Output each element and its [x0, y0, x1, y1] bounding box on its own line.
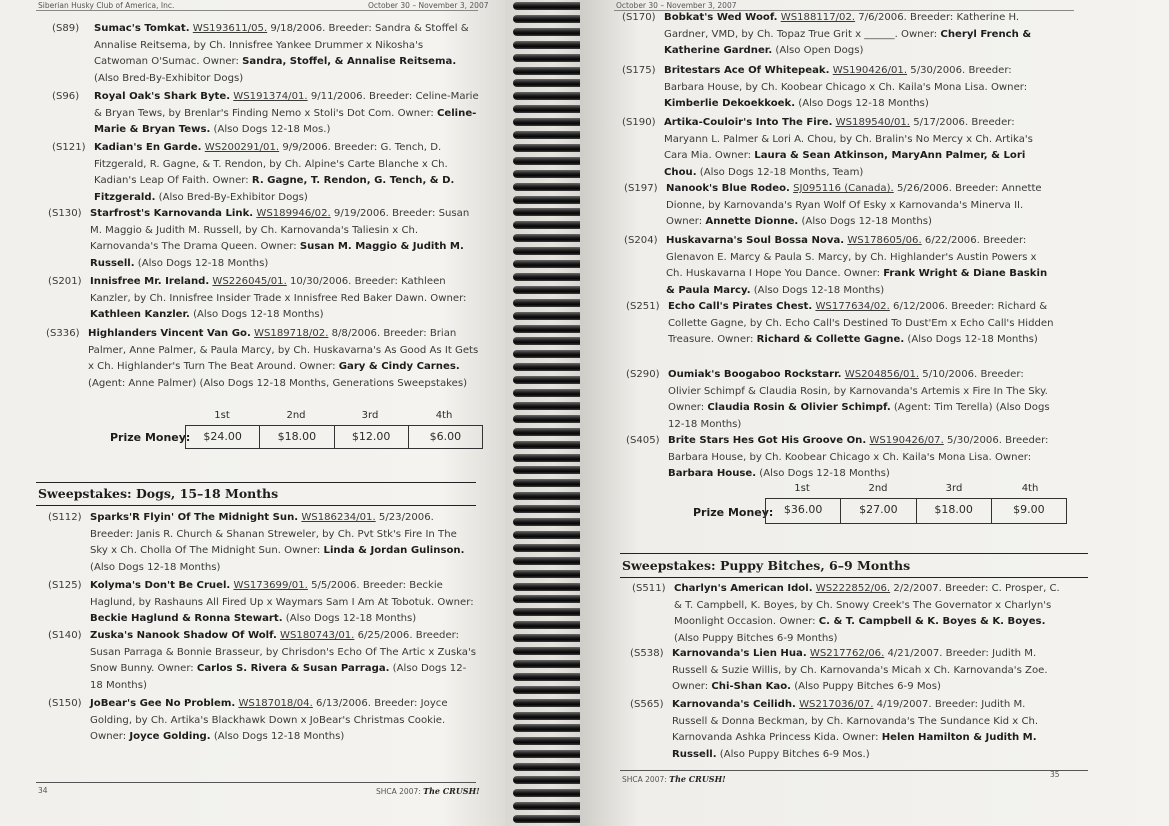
entry-number: (S170): [622, 12, 656, 23]
entry-text: [90, 510, 476, 576]
entry-number: (S538): [630, 648, 664, 659]
left-footer-title: The CRUSH!: [423, 786, 480, 796]
entry-text: [664, 115, 1054, 181]
registration-number: WS204856/01.: [844, 369, 920, 380]
entry-number: (S204): [624, 235, 658, 246]
entry-text: [88, 326, 480, 392]
left-place-2: 2nd: [286, 410, 306, 421]
left-footer-text: SHCA 2007:: [376, 787, 421, 796]
registration-number: WS200291/01.: [204, 142, 280, 153]
dog-name: Huskavarna's Soul Bossa Nova.: [666, 235, 845, 246]
dog-name: Innisfree Mr. Ireland.: [90, 276, 210, 287]
left-prize-label: Prize Money:: [110, 431, 191, 444]
entry-classes: (Also Dogs 12-18 Months): [756, 468, 890, 479]
registration-number: WS188117/02.: [780, 12, 856, 23]
left-place-3: 3rd: [361, 410, 379, 421]
registration-number: WS222852/06.: [815, 583, 891, 594]
right-page: [580, 0, 1169, 826]
right-section-title: Sweepstakes: Puppy Bitches, 6–9 Months: [622, 558, 911, 573]
entry-details: 4/21/2007. Breeder: Judith M. Russell & Suzie Willis, by Ch. Karnovanda's Micah x Ch. Karnovanda's Zoe. Owner:: [672, 648, 1048, 692]
entry-details: 6/25/2006. Breeder: Susan Parraga & Bonnie Brasseur, by Chrisdon's Echo Of The Artic x Zuska's Snow Bunny. Owner:: [90, 630, 477, 674]
right-prize-table: [765, 498, 1067, 524]
owner-name: Helen Hamilton & Judith M. Russell.: [672, 732, 1037, 760]
entry-text: [668, 433, 1056, 483]
right-footer-title: The CRUSH!: [669, 774, 726, 784]
entry-number: (S511): [632, 583, 666, 594]
entry-details: 9/9/2006. Breeder: G. Tench, D. Fitzgerald, R. Gagne, & T. Rendon, by Ch. Alpine's Carte Blanche x Ch. Kadian's Leap Of Faith. Owner:: [94, 142, 448, 186]
entry-classes: (Also Dogs 12-18 Months): [904, 334, 1038, 345]
right-prize-1st: $36.00: [783, 503, 823, 516]
left-page: [0, 0, 520, 826]
right-prize-3rd: $18.00: [916, 499, 991, 523]
registration-number: WS190426/07.: [869, 435, 944, 446]
entry-details: 5/30/2006. Breeder: Barbara House, by Ch. Koobear Chicago x Ch. Kaila's Mona Lisa. Owner:: [664, 65, 1028, 93]
owner-name: R. Gagne, T. Rendon, G. Tench, & D. Fitzgerald.: [94, 175, 455, 203]
entry-number: (S290): [626, 369, 660, 380]
owner-name: Kimberlie Dekoekkoek.: [664, 98, 796, 109]
entry-classes: (Also Dogs 12-18 Months): [90, 561, 221, 573]
entry-details: 8/8/2006. Breeder: Brian Palmer, Anne Palmer, & Paula Marcy, by Ch. Huskavarna's As Good As It Gets x Ch. Highlander's Turn The Beat Around. Owner:: [88, 328, 479, 372]
right-prize-label: Prize Money:: [693, 506, 774, 519]
left-section-title: Sweepstakes: Dogs, 15–18 Months: [38, 486, 279, 501]
entry-number: (S251): [626, 301, 660, 312]
entry-details: 10/30/2006. Breeder: Kathleen Kanzler, by Ch. Innisfree Insider Trade x Innisfree Red Baker Dawn. Owner:: [90, 276, 467, 304]
owner-name: Chi-Shan Kao.: [711, 681, 792, 692]
entry-details: 6/13/2006. Breeder: Joyce Golding, by Ch. Artika's Blackhawk Down x JoBear's Christmas Cookie. Owner:: [90, 698, 448, 742]
entry-text: [674, 581, 1062, 647]
registration-number: WS189718/02.: [254, 328, 329, 339]
entry-classes: (Also Dogs 12-18 Months): [90, 663, 467, 691]
dog-name: Bobkat's Wed Woof.: [664, 12, 778, 23]
entry-classes: (Agent: Tim Terella) (Also Dogs 12-18 Months): [668, 402, 1050, 430]
right-place-1: 1st: [794, 483, 810, 494]
registration-number: SJ095116 (Canada).: [793, 183, 894, 194]
dog-name: Brite Stars Hes Got His Groove On.: [668, 435, 867, 446]
entry-classes: (Also Open Dogs): [772, 45, 864, 56]
entry-classes: (Also Dogs 12-18 Mos.): [210, 124, 331, 135]
entry-text: [666, 181, 1054, 231]
entry-classes: (Also Dogs 12-18 Months): [798, 216, 932, 227]
dog-name: Kolyma's Don't Be Cruel.: [90, 580, 231, 591]
registration-number: WS217762/06.: [809, 648, 885, 659]
owner-name: Frank Wright & Diane Baskin & Paula Marcy.: [666, 268, 1048, 296]
left-header-club: Siberian Husky Club of America, Inc.: [38, 1, 175, 10]
entry-text: [666, 233, 1054, 299]
dog-name: Oumiak's Boogaboo Rockstarr.: [668, 369, 842, 380]
owner-name: Susan M. Maggio & Judith M. Russell.: [90, 241, 464, 269]
owner-name: C. & T. Campbell & K. Boyes & K. Boyes.: [818, 616, 1046, 627]
owner-name: Gary & Cindy Carnes.: [338, 361, 460, 372]
left-prize-3rd: $12.00: [334, 426, 408, 448]
owner-name: Cheryl French & Katherine Gardner.: [664, 28, 1032, 56]
entry-text: [94, 21, 480, 87]
left-prize-2nd: $18.00: [259, 426, 333, 448]
entry-text: [90, 628, 476, 694]
entry-details: 5/10/2006. Breeder: Olivier Schimpf & Claudia Rosin, by Karnovanda's Artemis x Fire In The Sky. Owner:: [668, 369, 1048, 413]
entry-number: (S150): [48, 698, 82, 709]
dog-name: Artika-Couloir's Into The Fire.: [664, 117, 833, 128]
entry-text: [668, 367, 1056, 433]
dog-name: Sparks'R Flyin' Of The Midnight Sun.: [90, 512, 299, 523]
right-header-dates: October 30 – November 3, 2007: [616, 1, 737, 10]
entry-details: 6/12/2006. Breeder: Richard & Collette Gagne, by Ch. Echo Call's Destined To Dust'Em x Echo Call's Hidden Treasure. Owner:: [668, 301, 1054, 345]
entry-number: (S121): [52, 142, 86, 153]
dog-name: Karnovanda's Ceilidh.: [672, 699, 796, 710]
owner-name: Sandra, Stoffel, & Annalise Reitsema.: [242, 56, 457, 67]
right-place-4: 4th: [1021, 483, 1039, 494]
entry-number: (S190): [622, 117, 656, 128]
left-header-rule: [36, 10, 478, 11]
left-prize-4th: $6.00: [408, 426, 482, 448]
left-page-number: 34: [38, 786, 48, 795]
right-section-top-rule: [620, 553, 1088, 554]
entry-text: [664, 10, 1054, 60]
entry-classes: (Also Bred-By-Exhibitor Dogs): [155, 191, 308, 203]
right-footer: [622, 774, 726, 784]
owner-name: Beckie Haglund & Ronna Stewart.: [90, 613, 283, 624]
owner-name: Barbara House.: [668, 468, 757, 479]
entry-number: (S201): [48, 276, 82, 287]
registration-number: WS189946/02.: [256, 208, 331, 219]
registration-number: WS193611/05.: [192, 23, 268, 34]
entry-details: 4/19/2007. Breeder: Judith M. Russell & Donna Beckman, by Ch. Karnovanda's The Sundance Kid x Ch. Karnovanda Ashka Princess Kida. Owner:: [672, 699, 1039, 743]
entry-text: [94, 89, 480, 139]
owner-name: Carlos S. Rivera & Susan Parraga.: [196, 663, 390, 674]
dog-name: Zuska's Nanook Shadow Of Wolf.: [90, 630, 277, 641]
registration-number: WS189540/01.: [835, 117, 911, 128]
entry-text: [90, 696, 476, 746]
owner-name: Richard & Collette Gagne.: [756, 334, 905, 345]
dog-name: JoBear's Gee No Problem.: [90, 698, 236, 709]
right-prize-2nd: $27.00: [840, 499, 915, 523]
dog-name: Nanook's Blue Rodeo.: [666, 183, 790, 194]
entry-number: (S125): [48, 580, 82, 591]
entry-text: [90, 578, 476, 628]
left-header-dates: October 30 – November 3, 2007: [368, 1, 489, 10]
entry-classes: (Also Puppy Bitches 6-9 Months): [674, 632, 838, 644]
entry-number: (S140): [48, 630, 82, 641]
dog-name: Royal Oak's Shark Byte.: [94, 91, 231, 102]
left-footer: [376, 786, 480, 796]
right-place-3: 3rd: [945, 483, 963, 494]
left-footer-rule: [36, 782, 476, 783]
registration-number: WS191374/01.: [233, 91, 308, 102]
dog-name: Highlanders Vincent Van Go.: [88, 328, 251, 339]
entry-number: (S96): [52, 91, 80, 102]
entry-text: [90, 274, 480, 324]
left-section-top-rule: [36, 482, 476, 483]
entry-details: 2/2/2007. Breeder: C. Prosper, C. & T. Campbell, K. Boyes, by Ch. Snowy Creek's The Governator x Charlyn's Moonlight Occasion. Owner:: [674, 583, 1060, 627]
left-prize-table: [185, 425, 483, 449]
dog-name: Starfrost's Karnovanda Link.: [90, 208, 254, 219]
dog-name: Britestars Ace Of Whitepeak.: [664, 65, 830, 76]
registration-number: WS190426/01.: [832, 65, 908, 76]
entry-text: [672, 646, 1062, 696]
entry-number: (S565): [630, 699, 664, 710]
entry-classes: (Also Dogs 12-18 Months): [795, 98, 929, 109]
entry-details: 5/30/2006. Breeder: Barbara House, by Ch. Koobear Chicago x Ch. Kaila's Mona Lisa. Owner:: [668, 435, 1049, 463]
dog-name: Sumac's Tomkat.: [94, 23, 190, 34]
entry-classes: (Also Bred-By-Exhibitor Dogs): [94, 72, 244, 84]
owner-name: Celine-Marie & Bryan Tews.: [94, 107, 477, 135]
right-section-bottom-rule: [620, 577, 1088, 578]
registration-number: WS226045/01.: [212, 276, 287, 287]
right-footer-text: SHCA 2007:: [622, 775, 667, 784]
left-section-bottom-rule: [36, 505, 476, 506]
owner-name: Kathleen Kanzler.: [90, 309, 190, 320]
entry-number: (S197): [624, 183, 658, 194]
entry-classes: (Also Dogs 12-18 Months, Team): [696, 166, 864, 178]
owner-name: Annette Dionne.: [705, 216, 799, 227]
entry-classes: (Also Puppy Bitches 6-9 Mos.): [716, 748, 870, 760]
registration-number: WS173699/01.: [233, 580, 308, 591]
entry-classes: (Agent: Anne Palmer) (Also Dogs 12-18 Months, Generations Sweepstakes): [88, 377, 468, 389]
registration-number: WS217036/07.: [799, 699, 874, 710]
entry-classes: (Also Dogs 12-18 Months): [189, 309, 324, 320]
left-place-1: 1st: [214, 410, 230, 421]
dog-name: Karnovanda's Lien Hua.: [672, 648, 807, 659]
entry-number: (S89): [52, 23, 80, 34]
entry-classes: (Also Dogs 12-18 Months): [210, 731, 345, 742]
entry-classes: (Also Dogs 12-18 Months): [134, 257, 269, 269]
owner-name: Linda & Jordan Gulinson.: [323, 545, 465, 556]
entry-details: 5/17/2006. Breeder: Maryann L. Palmer & Lori A. Chou, by Ch. Bralin's No Mercy x Ch. Artika's Cara Mia. Owner:: [664, 117, 1033, 161]
entry-classes: (Also Puppy Bitches 6-9 Mos): [791, 681, 941, 692]
entry-details: 7/6/2006. Breeder: Katherine H. Gardner, VMD, by Ch. Topaz True Grit x ______. Owner:: [664, 12, 1020, 40]
registration-number: WS180743/01.: [280, 630, 355, 641]
entry-details: 6/22/2006. Breeder: Glenavon E. Marcy & Paula S. Marcy, by Ch. Highlander's Austin Powers x Ch. Huskavarna I Hope You Dance. Owner:: [666, 235, 1037, 279]
entry-details: 5/5/2006. Breeder: Beckie Haglund, by Rashauns All Fired Up x Waymars Sam I Am At Tobotuk. Owner:: [90, 580, 474, 608]
entry-text: [90, 206, 480, 272]
dog-name: Kadian's En Garde.: [94, 142, 202, 153]
owner-name: Laura & Sean Atkinson, MaryAnn Palmer, & Lori Chou.: [664, 150, 1026, 178]
right-prize-4th: $9.00: [991, 499, 1066, 523]
owner-name: Claudia Rosin & Olivier Schimpf.: [707, 402, 891, 413]
entry-details: 5/23/2006. Breeder: Janis R. Church & Shanan Streweler, by Ch. Pvt Stk's Fire In The Sky x Ch. Cholla Of The Midnight Sun. Owner:: [90, 512, 457, 556]
dog-name: Echo Call's Pirates Chest.: [668, 301, 813, 312]
left-place-4: 4th: [435, 410, 453, 421]
entry-text: [668, 299, 1056, 349]
registration-number: WS177634/02.: [815, 301, 890, 312]
entry-details: 9/11/2006. Breeder: Celine-Marie & Bryan Tews, by Brenlar's Finding Nemo x Stoli's Dot Com. Owner:: [94, 91, 479, 119]
registration-number: WS187018/04.: [238, 698, 313, 709]
entry-text: [672, 697, 1062, 763]
entry-classes: (Also Dogs 12-18 Months): [282, 613, 417, 624]
entry-details: 9/19/2006. Breeder: Susan M. Maggio & Judith M. Russell, by Ch. Karnovanda's Taliesin x Ch. Karnovanda's The Drama Queen. Owner:: [90, 208, 470, 252]
right-footer-rule: [620, 770, 1088, 771]
right-place-2: 2nd: [868, 483, 888, 494]
right-page-number: 35: [1050, 770, 1060, 779]
entry-number: (S130): [48, 208, 82, 219]
entry-classes: (Also Dogs 12-18 Months): [750, 284, 885, 296]
entry-number: (S405): [626, 435, 660, 446]
entry-details: 9/18/2006. Breeder: Sandra & Stoffel & Annalise Reitsema, by Ch. Innisfree Yankee Drummer x Nikosha's Catwoman O'Sumac. Owner:: [94, 23, 469, 67]
entry-details: 5/26/2006. Breeder: Annette Dionne, by Karnovanda's Ryan Wolf Of Esky x Karnovanda's Minerva II. Owner:: [666, 183, 1042, 227]
entry-text: [664, 63, 1054, 113]
entry-text: [94, 140, 480, 206]
entry-number: (S336): [46, 328, 80, 339]
entry-number: (S112): [48, 512, 82, 523]
dog-name: Charlyn's American Idol.: [674, 583, 813, 594]
owner-name: Joyce Golding.: [129, 731, 211, 742]
registration-number: WS186234/01.: [301, 512, 376, 523]
entry-number: (S175): [622, 65, 656, 76]
left-prize-1st: $24.00: [203, 430, 242, 443]
registration-number: WS178605/06.: [847, 235, 922, 246]
